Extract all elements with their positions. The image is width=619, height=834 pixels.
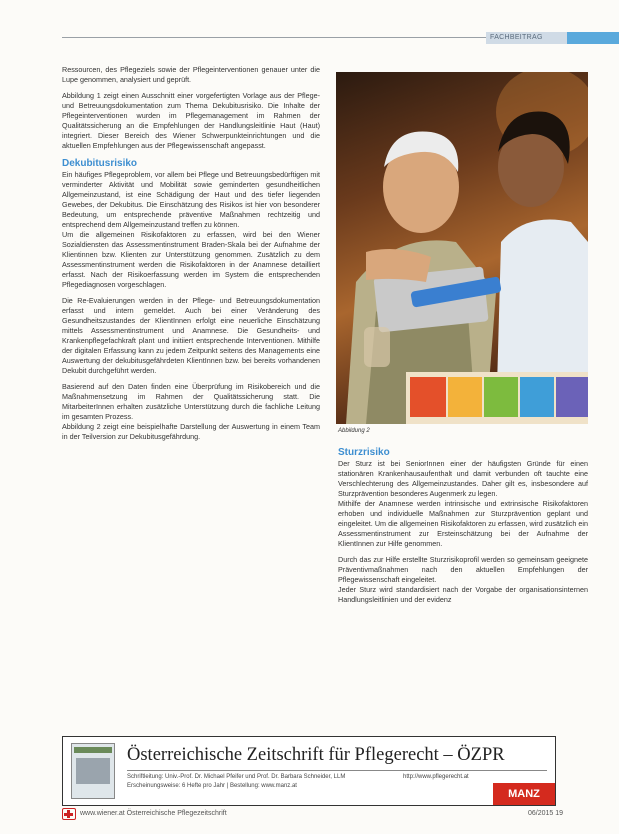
section-label: FACHBEITRAG <box>490 34 543 41</box>
heading-dekubitus: Dekubitusrisiko <box>62 158 138 169</box>
paragraph-evaluierung: Die Re-Evaluierungen werden in der Pflege- und Betreuungsdokumentation erfasst und intern gemeldet. Auch bei einer Veränderung des Gesundheitszustandes der KlientInnen erfolgt eine neuerliche Einschätzung mittels Assessmentinstrument und Anamnese. Die Gesundheits- und Krankenpflegefachkraft plant und initiiert entsprechende Interventionen. Mithilfe der digitalen Erfassung kann zu jedem Zeitpunkt seitens des Managements eine Auswertung der dekubitusgefährdeten KlientInnen bzw. bei bereits vorhandenen Dekubit durchgeführt werden. <box>62 296 320 375</box>
figure-caption: Abbildung 2 <box>338 428 370 434</box>
photo-illustration <box>336 72 588 424</box>
ad-details: Erscheinungsweise: 6 Hefte pro Jahr | Bestellung: www.manz.at <box>127 783 297 789</box>
paragraph-sturz-2: Mithilfe der Anamnese werden intrinsische und extrinsische Risikofaktoren erhoben und individuelle Maßnahmen zur Sturzprävention geplant und eingeleitet. Um die allgemeinen Risikofaktoren zu erfassen, wird zusätzlich ein Assessmentinstrument zur Ersteinschätzung bei der Aufnahme der KlientInnen zur Hilfe genommen. <box>338 499 588 548</box>
paragraph-abbildung1: Abbildung 1 zeigt einen Ausschnitt einer vorgefertigten Vorlage aus der Pflege- und Betreuungsdokumentation zum Thema Dekubitusrisiko. Die Inhalte der Pflegeinterventionen wurden im Pflegemanagement im Rahmen der Qualitätssicherung an die Empfehlungen der Handlungsleitlinie Haut (Haut) integriert. Dieser Bereich des Wiener Schwerpunkteinrichtungen und die aktuellen Empfehlungen aus der Pflegewissenschaft angepasst. <box>62 91 320 150</box>
paragraph-sturz-1: Der Sturz ist bei SeniorInnen einer der häufigsten Gründe für einen stationären Krankenhausaufenthalt und damit verbunden oft tauchte eine Verschlechterung des Allgemeinzustandes. Daher gilt es, insbesondere auf Sturzprävention besonderes Augenmerk zu legen. <box>338 459 588 498</box>
paragraph-intro: Ressourcen, des Pflegeziels sowie der Pflegeinterventionen genauer unter die Lupe genommen, analysiert und geprüft. <box>62 65 320 84</box>
ad-title: Österreichische Zeitschrift für Pflegerecht – ÖZPR <box>127 745 505 765</box>
paragraph-sturz-4: Jeder Sturz wird standardisiert nach der Vorgabe der organisationsinternen Handlungsleitlinien und der evidenz <box>338 585 588 604</box>
paragraph-sturz-3: Durch das zur Hilfe erstellte Sturzrisikoprofil werden so gemeinsam geeignete Präventivmaßnahmen nach den aktuellen Empfehlungen der Pflegewissenschaft eingeleitet. <box>338 555 588 584</box>
advertisement[interactable] <box>62 736 556 806</box>
ad-divider <box>127 770 547 771</box>
header-rule <box>62 37 556 38</box>
cover-photo <box>76 758 110 784</box>
paragraph-abbildung2: Abbildung 2 zeigt eine beispielhafte Darstellung der Auswertung in einem Team in der Teilversion zur Dekubitusgefährdung. <box>62 422 320 441</box>
right-column <box>338 448 588 611</box>
journal-cover-image <box>71 743 115 799</box>
section-tag-accent <box>567 32 619 44</box>
left-column <box>62 65 320 448</box>
section-tag <box>486 32 619 44</box>
manz-logo: MANZ <box>493 783 555 805</box>
paragraph-basierend: Basierend auf den Daten finden eine Überprüfung im Risikobereich und die Maßnahmensetzung im Rahmen der Qualitätssicherung statt. Die MitarbeiterInnen erhalten zusätzliche Unterstützung durch die fachliche Leitung im gesamten Prozess. <box>62 382 320 421</box>
paragraph-dekubitus-1: Ein häufiges Pflegeproblem, vor allem bei Pflege und Betreuungsbedürftigen mit verminderter Aktivität und Mobilität sowie geminderten gesundheitlichen Allgemeinzustand, ist eine Schädigung der Haut und des tiefer liegenden Gewebes, der Dekubitus. Die Einschätzung des Risikos ist hier von besonderer Bedeutung, um entsprechende präventive Maßnahmen rechtzeitig und entsprechend dem Allgemeinzustand treffen zu können. <box>62 170 320 229</box>
footer-publication: www.wiener.at Österreichische Pflegezeitschrift <box>80 810 227 817</box>
paragraph-dekubitus-2: Um die allgemeinen Risikofaktoren zu erfassen, wird bei den Wiener Sozialdiensten das Assessmentinstrument Braden-Skala bei der Aufnahme der Klientinnen bzw. Klienten zur Unterstützung genommen. Zusätzlich zu dem Assessmentinstrument werden die Risikofaktoren in der Anamnese detailliert erfasst. Nach der Risikoerfassung werden im System die entsprechenden Pflegediagnosen vorgeschlagen. <box>62 230 320 289</box>
figure-photo <box>336 72 588 424</box>
red-cross-logo-icon <box>62 808 76 820</box>
heading-sturzrisiko: Sturzrisiko <box>338 447 390 458</box>
ad-editors: Schriftleitung: Univ.-Prof. Dr. Michael Pfeifer und Prof. Dr. Barbara Schneider, LLM <box>127 774 346 780</box>
footer-page-number: 06/2015 19 <box>528 810 564 817</box>
ad-url-link[interactable]: http://www.pflegerecht.at <box>403 774 469 780</box>
cover-banner <box>74 747 112 753</box>
